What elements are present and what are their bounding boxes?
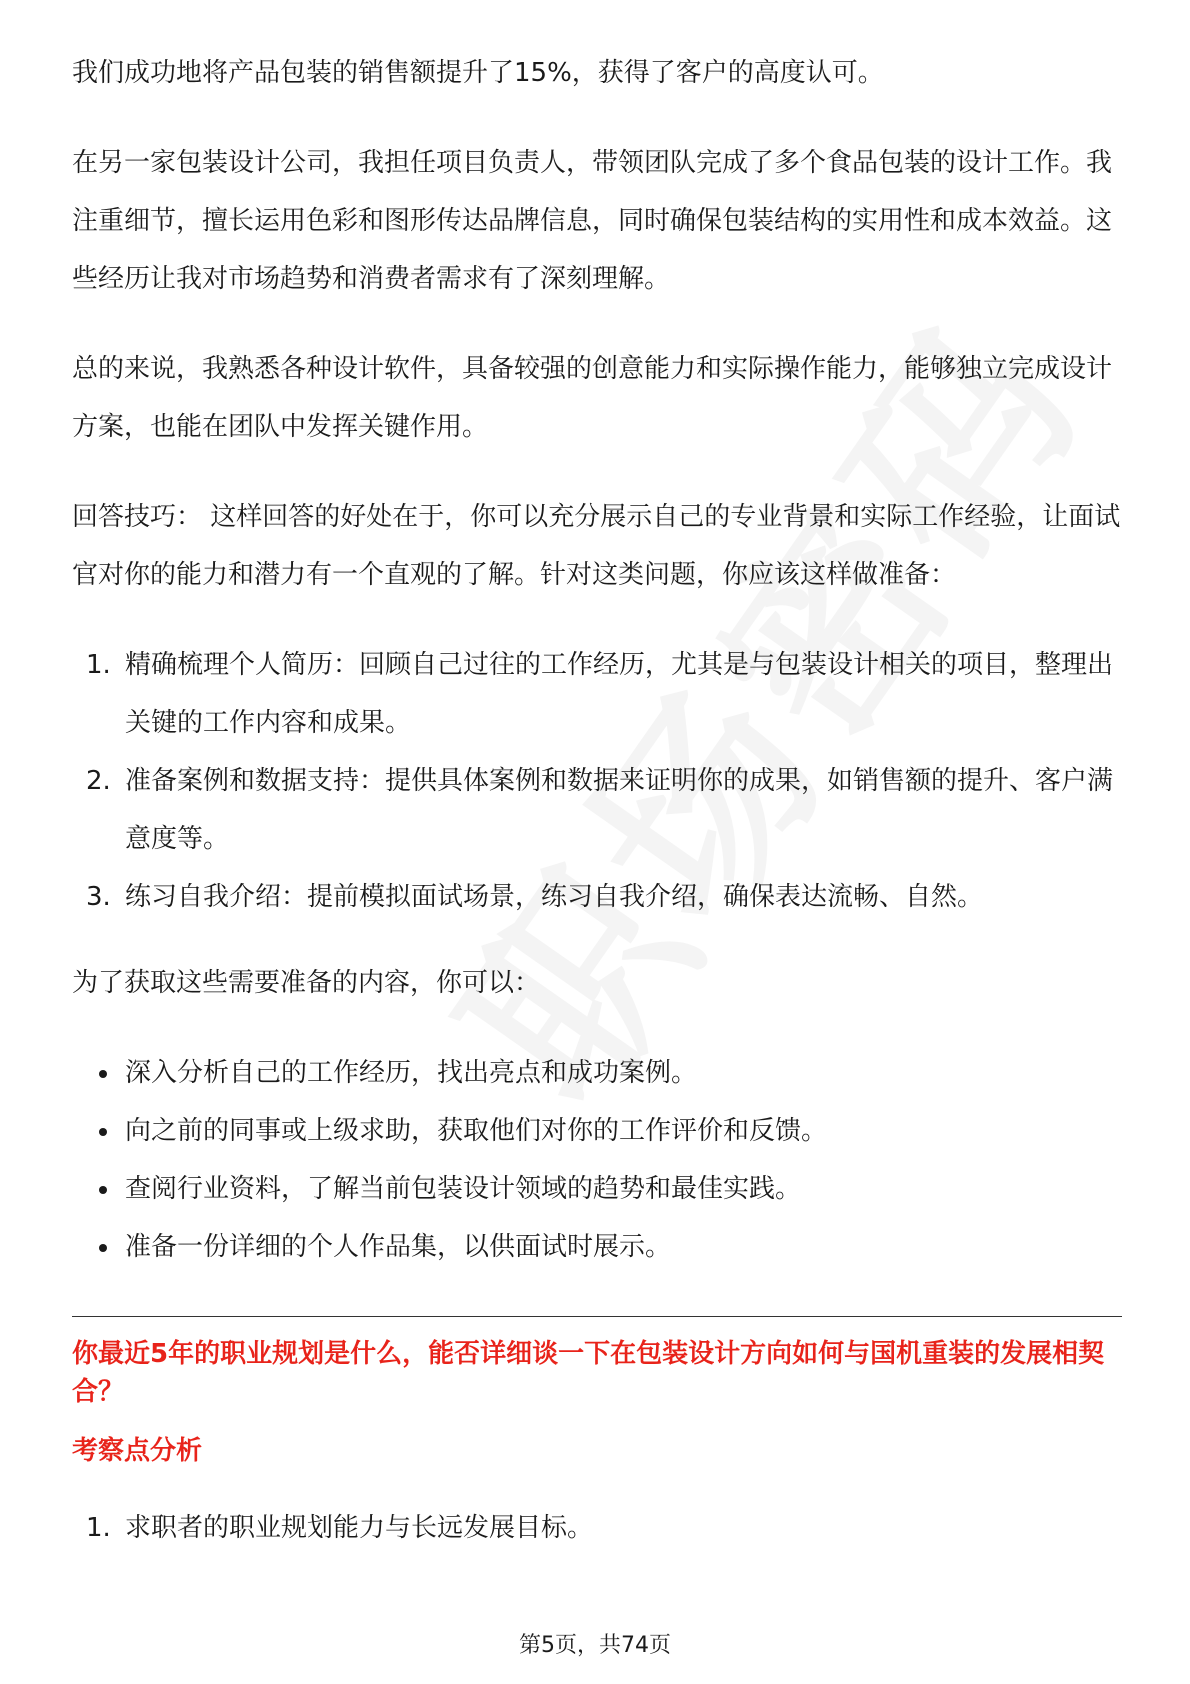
bullet-icon bbox=[99, 1070, 107, 1078]
list-item-text: 精确梳理个人简历：回顾自己过往的工作经历，尤其是与包装设计相关的项目，整理出关键的工作内容和成果。 bbox=[125, 650, 1114, 738]
answer-tips-paragraph: 回答技巧： 这样回答的好处在于，你可以充分展示自己的专业背景和实际工作经验，让面试官对你的能力和潜力有一个直观的了解。针对这类问题，你应该这样做准备： bbox=[72, 502, 1121, 590]
list-item bbox=[72, 1044, 1122, 1102]
tips-list bbox=[72, 1044, 1122, 1276]
list-item bbox=[72, 1499, 1122, 1557]
bullet-icon bbox=[99, 1128, 107, 1136]
list-item bbox=[72, 636, 1122, 752]
list-number: 2. bbox=[86, 766, 111, 796]
page-number: 第5页，共74页 bbox=[519, 1633, 671, 1658]
paragraph-3: 总的来说，我熟悉各种设计软件，具备较强的创意能力和实际操作能力，能够独立完成设计方案，也能在团队中发挥关键作用。 bbox=[72, 354, 1113, 442]
list-item-text: 练习自我介绍：提前模拟面试场景，练习自我介绍，确保表达流畅、自然。 bbox=[125, 882, 984, 912]
list-item bbox=[72, 868, 1122, 926]
analysis-heading: 考察点分析 bbox=[72, 1436, 203, 1466]
paragraph-1: 我们成功地将产品包装的销售额提升了15%，获得了客户的高度认可。 bbox=[72, 58, 884, 88]
list-item-text: 深入分析自己的工作经历，找出亮点和成功案例。 bbox=[125, 1058, 698, 1088]
list-item bbox=[72, 1218, 1122, 1276]
list-number: 1. bbox=[86, 650, 111, 680]
bullet-icon bbox=[99, 1244, 107, 1252]
list-number: 3. bbox=[86, 882, 111, 912]
document-body bbox=[72, 44, 1122, 1577]
list-item bbox=[72, 1102, 1122, 1160]
question-heading: 你最近5年的职业规划是什么，能否详细谈一下在包装设计方向如何与国机重装的发展相契合？ bbox=[72, 1339, 1105, 1407]
prep-steps-list bbox=[72, 636, 1122, 926]
list-item bbox=[72, 752, 1122, 868]
list-item-text: 向之前的同事或上级求助，获取他们对你的工作评价和反馈。 bbox=[125, 1116, 828, 1146]
list-item bbox=[72, 1160, 1122, 1218]
list-item-text: 准备一份详细的个人作品集，以供面试时展示。 bbox=[125, 1232, 672, 1262]
list-item-text: 查阅行业资料，了解当前包装设计领域的趋势和最佳实践。 bbox=[125, 1174, 802, 1204]
list-item-text: 求职者的职业规划能力与长远发展目标。 bbox=[125, 1513, 594, 1543]
prep-intro: 为了获取这些需要准备的内容，你可以： bbox=[72, 968, 541, 998]
bullet-icon bbox=[99, 1186, 107, 1194]
section-divider bbox=[72, 1316, 1122, 1317]
list-number: 1. bbox=[86, 1513, 111, 1543]
analysis-list bbox=[72, 1499, 1122, 1557]
list-item-text: 准备案例和数据支持：提供具体案例和数据来证明你的成果，如销售额的提升、客户满意度等。 bbox=[125, 766, 1114, 854]
paragraph-2: 在另一家包装设计公司，我担任项目负责人，带领团队完成了多个食品包装的设计工作。我注重细节，擅长运用色彩和图形传达品牌信息，同时确保包装结构的实用性和成本效益。这些经历让我对市场趋势和消费者需求有了深刻理解。 bbox=[72, 148, 1113, 294]
